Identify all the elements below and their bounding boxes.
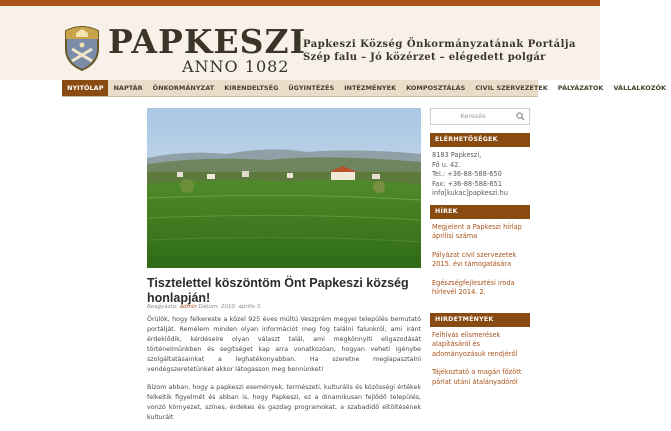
news-link[interactable]: Megjelent a Papkeszi hírlap áprilisi száma bbox=[432, 222, 522, 240]
contact-address-line: 8183 Papkeszi, bbox=[432, 151, 482, 159]
nav-item[interactable]: VÁLLALKOZÓK bbox=[613, 84, 667, 92]
nav-item[interactable]: KOMPOSZTÁLÁS bbox=[406, 84, 466, 92]
site-tagline-secondary: Szép falu – Jó közérzet – elégedett polgár bbox=[303, 52, 546, 63]
coat-of-arms-logo[interactable] bbox=[62, 25, 102, 71]
nav-item[interactable]: KIRENDELTSÉG bbox=[224, 84, 279, 92]
ads-widget-title: HIRDETMÉNYEK bbox=[430, 313, 530, 327]
post-meta-prefix: Beagyázta: bbox=[147, 304, 178, 310]
post-meta bbox=[147, 304, 262, 310]
contact-street-line: Fő u. 42. bbox=[432, 160, 461, 169]
announcement-link[interactable]: Tájékoztató a magán főzött párlat utáni átalányadóról bbox=[432, 368, 522, 386]
announcement-link[interactable]: Felhívás elismerések alapításáról és adományozásuk rendjéről bbox=[432, 330, 518, 358]
contacts-widget bbox=[430, 147, 530, 205]
contact-email[interactable]: info[kukac]papkeszi.hu bbox=[432, 189, 508, 197]
news-widget bbox=[430, 219, 530, 313]
sidebar bbox=[430, 108, 530, 402]
site-logo-anno: ANNO 1082 bbox=[182, 57, 290, 76]
search-input[interactable]: Keresés bbox=[460, 112, 486, 120]
ads-widget bbox=[430, 327, 530, 403]
site-tagline-primary: Papkeszi Község Önkormányzatának Portálja bbox=[303, 39, 576, 50]
contact-phone: Tel.: +36-88-588-650 bbox=[432, 170, 502, 178]
nav-item[interactable]: ÖNKORMÁNYZAT bbox=[152, 84, 215, 92]
nav-item[interactable]: NAPTÁR bbox=[113, 84, 143, 92]
post-body bbox=[147, 315, 421, 431]
nav-item[interactable]: NYITÓLAP bbox=[62, 80, 108, 96]
main-navigation bbox=[62, 80, 667, 97]
contacts-widget-title: ELÉRHETŐSÉGEK bbox=[430, 133, 530, 147]
contact-fax: Fax: +36-88-588-651 bbox=[432, 179, 503, 188]
post-title[interactable]: Tisztelettel köszöntöm Önt Papkeszi község honlapján! bbox=[147, 276, 409, 305]
post-date: Dátum: 2010. április 3. bbox=[198, 304, 262, 310]
nav-item[interactable]: CIVIL SZERVEZETEK bbox=[475, 84, 548, 92]
nav-item[interactable]: INTÉZMÉNYEK bbox=[344, 84, 397, 92]
village-landscape-photo bbox=[147, 108, 421, 268]
news-widget-title: HÍREK bbox=[430, 205, 530, 219]
post-paragraph: Örülök, hogy felkereste a közel 925 éves múltú Veszprém megyei település bemutató portálját. Remélem minden olyan információt meg fog találni falunkról, ami iránt érdeklődik, kérdéseire olyan választ talál, ami megkönnyíti eligazodását történelmünkben és segítséget kap arra vonatkozóan, hogyan veheti igénybe szolgáltatásainkat a leghatékonyabban. Ha szeretne meglapasztalni vendégszeretetünket akkor látogasson meg bennünket! bbox=[147, 316, 421, 373]
nav-item[interactable]: PÁLYÁZATOK bbox=[557, 84, 604, 92]
news-link[interactable]: Pályázat civil szervezetek 2015. évi támogatására bbox=[432, 250, 517, 268]
nav-item[interactable]: ÜGYINTÉZÉS bbox=[288, 84, 335, 92]
site-logo-name[interactable]: PAPKESZI bbox=[108, 22, 307, 61]
news-link[interactable]: Egészségfejlesztési iroda hírlevél 2014. 2. bbox=[432, 278, 515, 296]
post-paragraph: Bízom abban, hogy a papkeszi események, természeti, kulturális és közösségi értékek felkeltik figyelmét és abban is, hogy Papkeszi, ez a dinamikusan fejlődő település, vonzó környezet, színes, érdekes és gazdag programokat, a szabadidő eltöltésének kulturált bbox=[147, 384, 421, 421]
search-box[interactable] bbox=[430, 108, 530, 125]
search-icon[interactable] bbox=[516, 112, 525, 121]
post-author-link[interactable]: admin bbox=[179, 304, 197, 310]
